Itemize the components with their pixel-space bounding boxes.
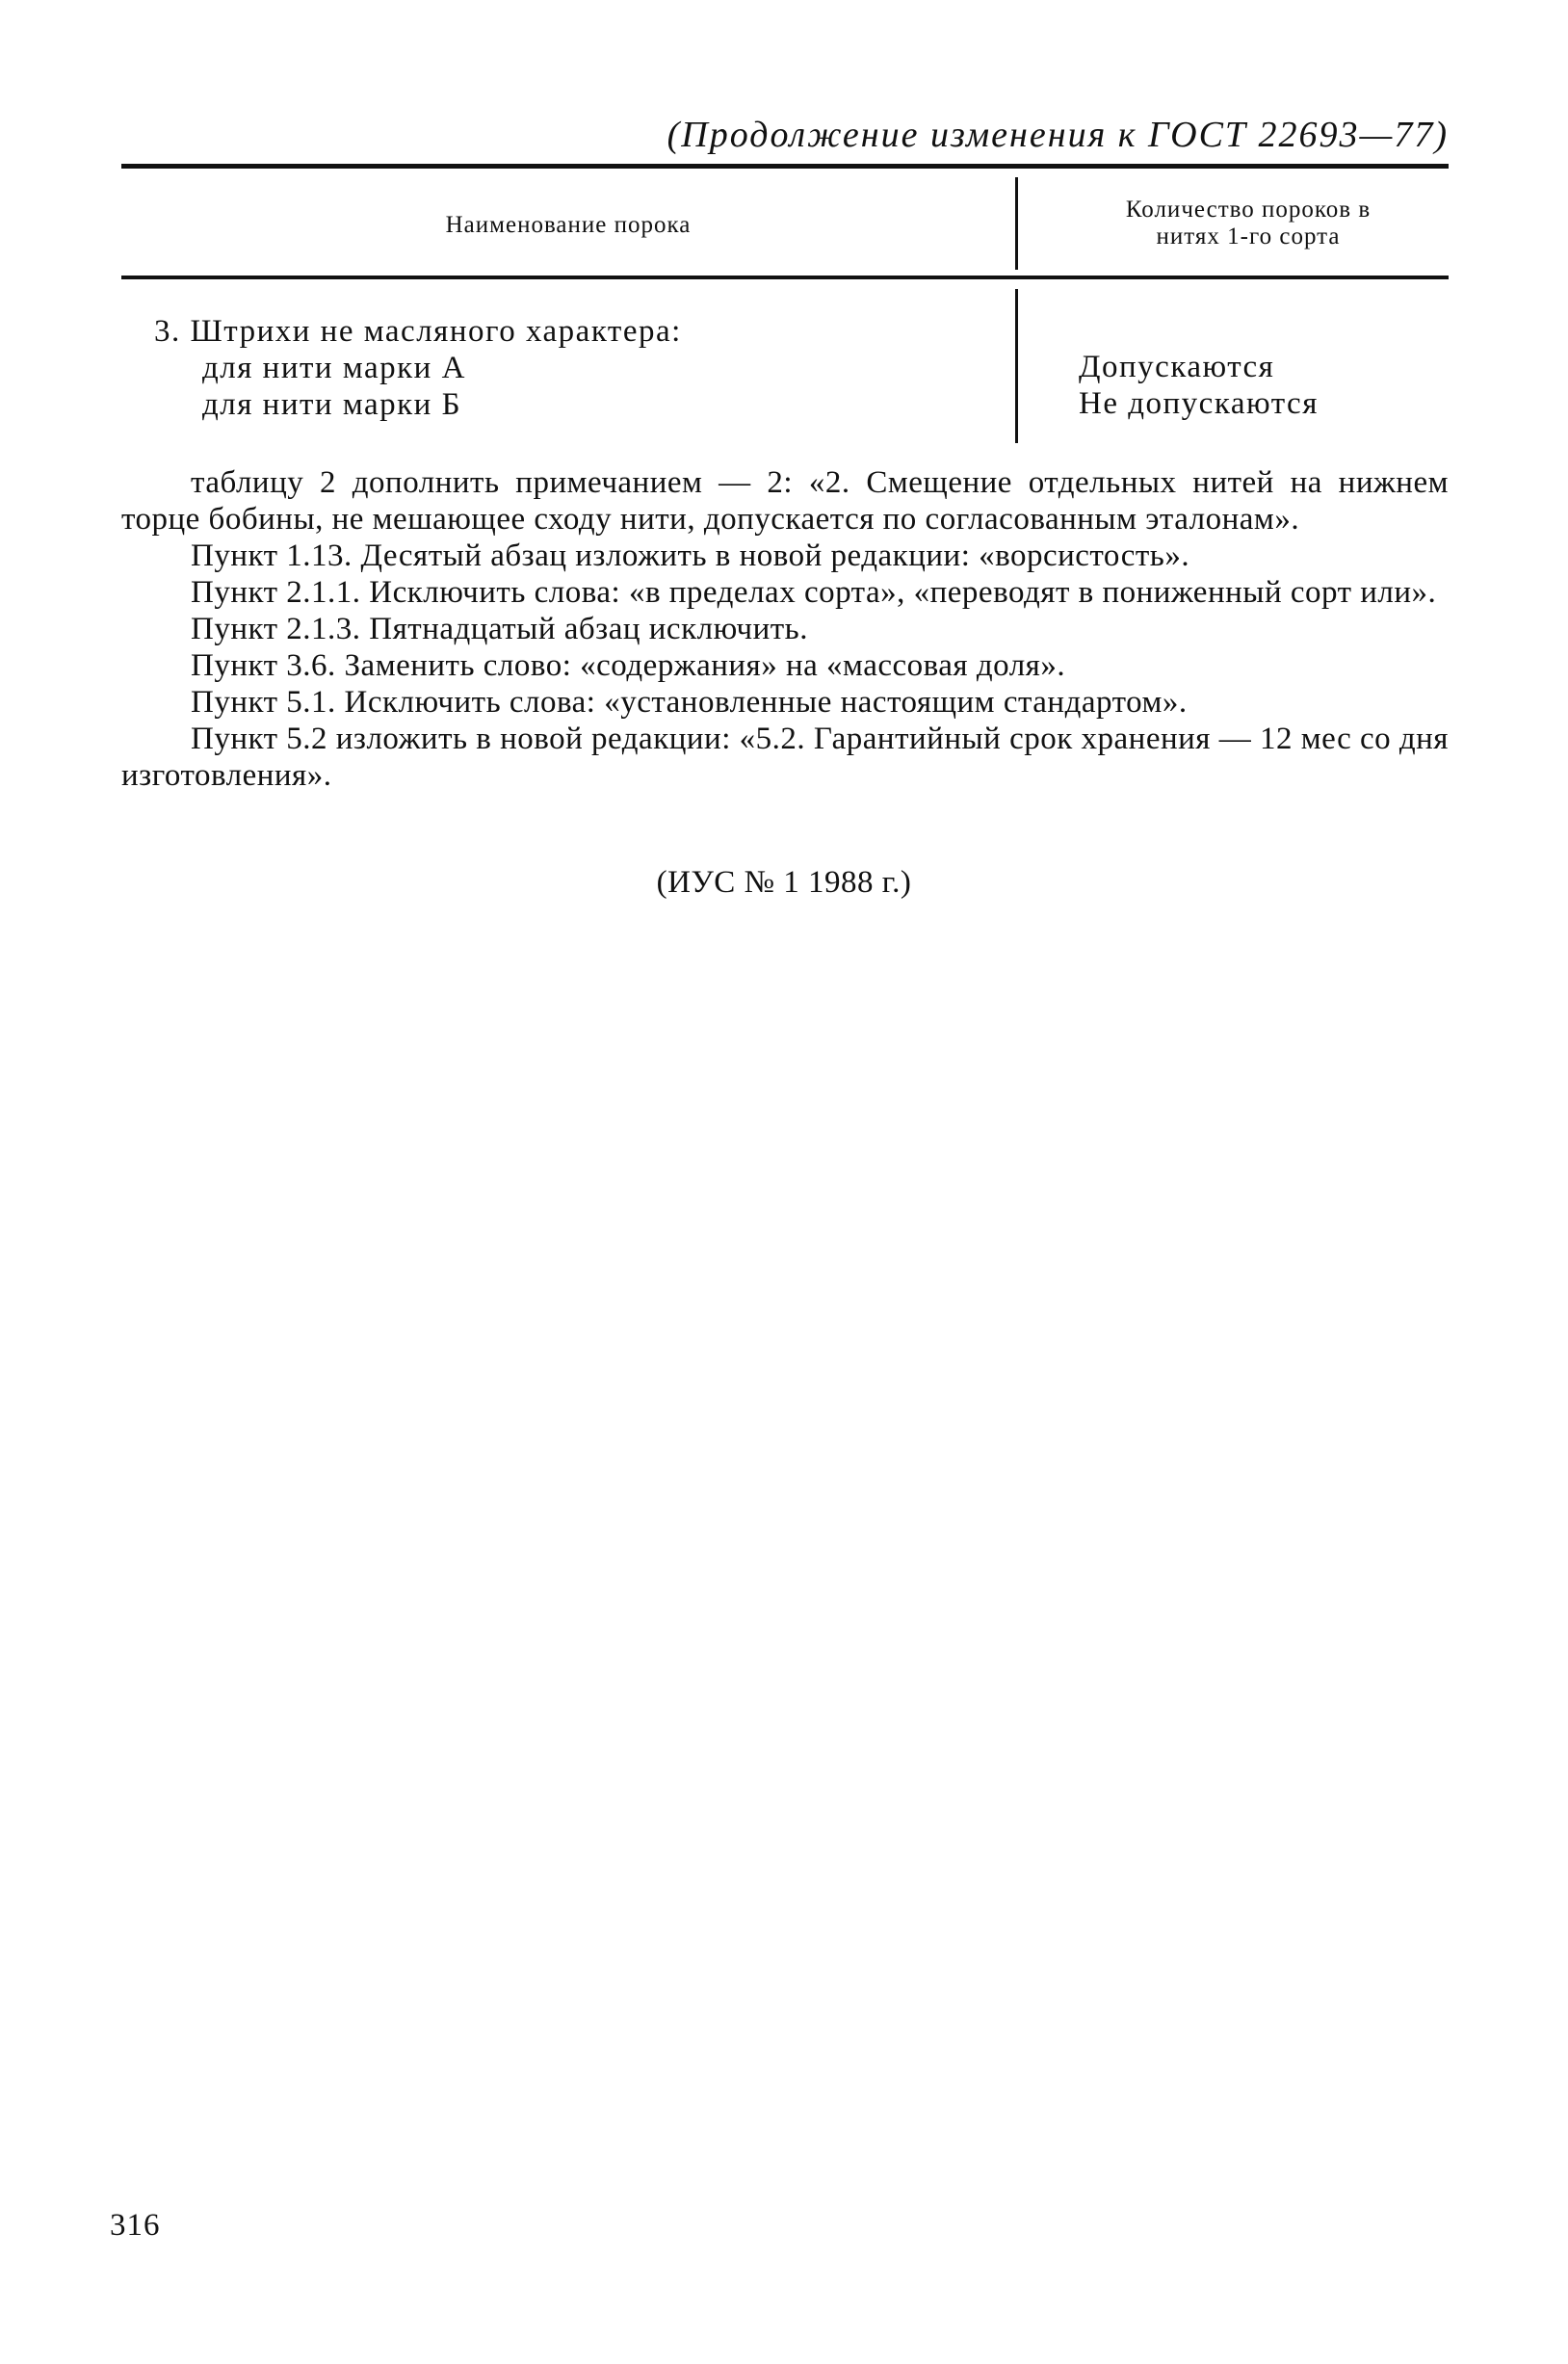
- header-defect-count-line2: нитях 1-го сорта: [1156, 223, 1341, 250]
- row-subitem-a: для нити марки А: [202, 351, 466, 385]
- paragraph: Пункт 5.1. Исключить слова: «установленные настоящим стандартом».: [191, 685, 1188, 720]
- table-top-rule: [121, 164, 1449, 169]
- table-header-divider: [1015, 177, 1018, 270]
- header-defect-count-line1: Количество пороков в: [1125, 197, 1372, 223]
- table-body-divider: [1015, 289, 1018, 443]
- paragraph: Пункт 2.1.3. Пятнадцатый абзац исключить.: [191, 612, 808, 646]
- paragraph: Пункт 1.13. Десятый абзац изложить в новой редакции: «ворсистость».: [191, 538, 1190, 573]
- paragraph: Пункт 5.2 изложить в новой редакции: «5.2. Гарантийный срок хранения — 12 мес со дня изготовления».: [121, 722, 1449, 793]
- amendment-text: [121, 464, 1449, 794]
- header-defect-count: [1036, 197, 1460, 250]
- header-defect-name: Наименование порока: [445, 212, 692, 238]
- row-value-a: Допускаются: [1079, 350, 1275, 384]
- paragraph: Пункт 3.6. Заменить слово: «содержания» на «массовая доля».: [191, 648, 1066, 683]
- table-row-values: [1079, 349, 1319, 422]
- table-row-defect: [154, 313, 682, 423]
- source-citation: (ИУС № 1 1988 г.): [656, 865, 912, 900]
- row-subitem-b: для нити марки Б: [202, 387, 462, 422]
- paragraph: таблицу 2 дополнить примечанием — 2: «2. Смещение отдельных нитей на нижнем торце бобины, не мешающее сходу нити, допускается по согласованным эталонам».: [121, 465, 1449, 537]
- table-header-rule: [121, 276, 1449, 279]
- page-number: 316: [110, 2208, 161, 2243]
- paragraph: Пункт 2.1.1. Исключить слова: «в пределах сорта», «переводят в пониженный сорт или».: [191, 575, 1437, 610]
- row-item-title: 3. Штрихи не масляного характера:: [154, 314, 682, 349]
- running-head: (Продолжение изменения к ГОСТ 22693—77): [666, 115, 1449, 155]
- row-value-b: Не допускаются: [1079, 386, 1319, 421]
